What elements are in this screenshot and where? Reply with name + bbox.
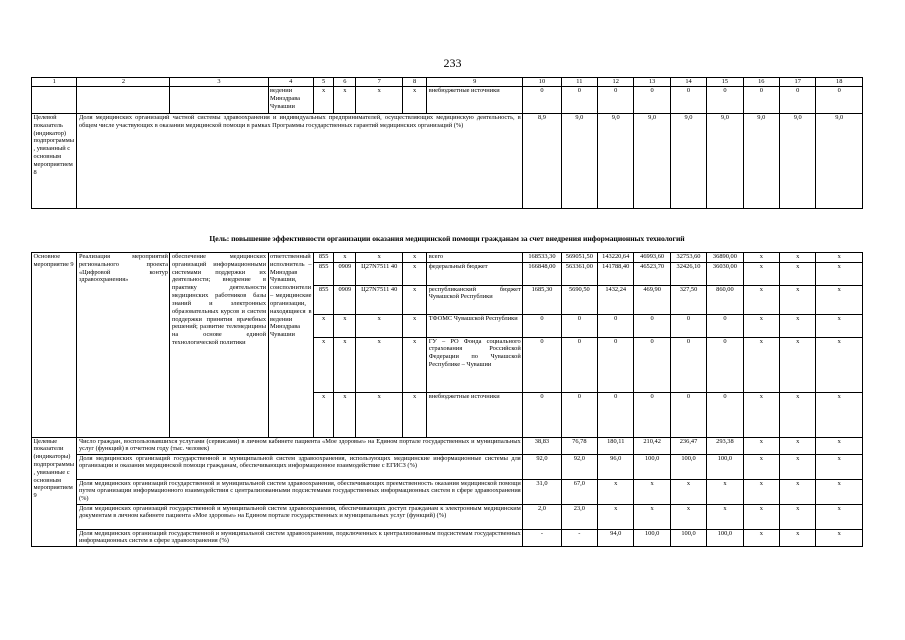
budget-code: 0909 <box>334 285 356 314</box>
budget-code: x <box>314 314 334 337</box>
value-cell: x <box>780 337 816 392</box>
budget-code: x <box>356 392 403 437</box>
value-cell: x <box>816 285 863 314</box>
indicator-text: Доля медицинских организаций государственной и муниципальной систем здравоохранения, обеспечивающих доступ гражданам к электронным медицинским документам в личном кабинете пациента «Мое здоровье» на Едином портале государственных и муниципальных услуг (функций) (%) <box>77 504 523 529</box>
indicator-row <box>32 504 863 529</box>
funding-source: ГУ – РО Фонда социального страхования Российской Федерации по Чувашской Республике – Чувашии <box>427 337 523 392</box>
column-number: 9 <box>427 78 523 87</box>
budget-code: x <box>334 337 356 392</box>
value-cell: 96,0 <box>598 454 634 479</box>
indicator-text: Доля медицинских организаций государственной и муниципальной систем здравоохранения, обеспечивающих преемственность оказания медицинской помощи путем организации информационного взаимодействия с централизованными подсистемами государственных информационных систем в сфере здравоохранения (%) <box>78 479 521 503</box>
column-number: 14 <box>670 78 706 87</box>
value-cell: x <box>670 479 706 504</box>
table-row: Целевой показатель (индикатор) подпрограммы, увязанный с основным мероприятием 8 Доля медицинских организаций частной системы здравоохранения и индивидуальных предпринимателей, осуществляющих медицинскую деятельность, в общем числе участвующих в оказании медицинской помощи в рамках Программы государственных гарантий медицинских организаций (%) 8,9 9,0 9,0 9,0 9,0 9,0 9,0 9,0 9,0 <box>32 114 863 209</box>
value-cell: x <box>816 262 863 285</box>
value-cell: x <box>743 337 779 392</box>
funding-row <box>32 253 863 263</box>
budget-code: x <box>334 253 356 263</box>
value-cell: x <box>743 392 779 437</box>
value-cell: 36030,00 <box>707 262 743 285</box>
value-cell: 67,0 <box>561 479 597 504</box>
value-cell: - <box>561 529 597 546</box>
indicator-label: Целевой показатель (индикатор) подпрограммы, увязанный с основным мероприятием 8 <box>32 114 77 209</box>
value-cell: x <box>816 437 863 454</box>
column-number: 11 <box>561 78 597 87</box>
value-cell: 100,0 <box>707 454 743 479</box>
value-cell: x <box>816 337 863 392</box>
value-cell: 0 <box>634 392 670 437</box>
value-cell: x <box>743 285 779 314</box>
value-cell: x <box>634 479 670 504</box>
value-cell: x <box>780 479 816 504</box>
budget-code: x <box>402 262 426 285</box>
value-cell: 76,78 <box>561 437 597 454</box>
executor-cell: ведении Минздрава Чувашии <box>268 87 313 114</box>
budget-code: x <box>314 392 334 437</box>
value-cell: x <box>780 437 816 454</box>
goal-heading: Цель: повышение эффективности организации оказания медицинской помощи гражданам за счет внедрения информационных технологий <box>209 234 685 243</box>
budget-code: x <box>334 314 356 337</box>
budget-code: x <box>356 337 403 392</box>
indicators-label: Целевые показатели (индикаторы) подпрограммы, увязанные с основным мероприятием 9 <box>32 437 77 546</box>
indicator-row <box>32 479 863 504</box>
indicator-row <box>32 437 863 454</box>
value-cell: 0 <box>634 337 670 392</box>
value-cell: x <box>780 285 816 314</box>
value-cell: x <box>743 437 779 454</box>
funding-source: внебюджетные источники <box>427 87 523 114</box>
value-cell: 293,38 <box>707 437 743 454</box>
funding-source: ТФОМС Чувашской Республики <box>427 314 523 337</box>
value-cell: x <box>780 314 816 337</box>
value-cell: x <box>780 504 816 529</box>
indicator-text: Доля медицинских организаций частной системы здравоохранения и индивидуальных предпринимателей, осуществляющих медицинскую деятельность, в общем числе участвующих в оказании медицинской помощи в рамках Программы государственных гарантий медицинских организаций (%) <box>77 114 523 209</box>
budget-code: 855 <box>314 253 334 263</box>
value-cell: 143220,64 <box>598 253 634 263</box>
value-cell: 0 <box>598 314 634 337</box>
value-cell: 100,0 <box>670 529 706 546</box>
value-cell: 210,42 <box>634 437 670 454</box>
value-cell: 469,90 <box>634 285 670 314</box>
budget-code: x <box>334 392 356 437</box>
value-cell: x <box>743 314 779 337</box>
indicator-row <box>32 454 863 479</box>
value-cell: 236,47 <box>670 437 706 454</box>
column-number-row <box>32 78 863 87</box>
value-cell: 0 <box>670 314 706 337</box>
value-cell: 5690,50 <box>561 285 597 314</box>
value-cell: 569051,50 <box>561 253 597 263</box>
indicator-text: Доля медицинских организаций государственной и муниципальной систем здравоохранения, подключенных к централизованным подсистемам государственных информационных систем в сфере здравоохранения (%) <box>78 529 521 545</box>
column-number: 6 <box>334 78 356 87</box>
value-cell: 0 <box>598 337 634 392</box>
value-cell: x <box>816 479 863 504</box>
value-cell: x <box>780 529 816 546</box>
value-cell: x <box>780 262 816 285</box>
value-cell: 31,0 <box>523 479 561 504</box>
column-number: 10 <box>523 78 561 87</box>
value-cell: 100,0 <box>670 454 706 479</box>
value-cell: 0 <box>561 337 597 392</box>
table-row: ведении Минздрава Чувашии x x x x внебюджетные источники 0 0 0 0 0 0 0 0 0 <box>32 87 863 114</box>
budget-code: 855 <box>314 285 334 314</box>
value-cell: 0 <box>561 392 597 437</box>
value-cell: x <box>816 392 863 437</box>
activity-executor: ответственный исполнитель – Минздрав Чувашии, соисполнители – медицинские организации, находящиеся в ведении Минздрава Чувашии <box>268 253 313 438</box>
column-number: 2 <box>77 78 170 87</box>
budget-code: x <box>402 285 426 314</box>
value-cell: 0 <box>670 337 706 392</box>
value-cell: 100,0 <box>634 454 670 479</box>
value-cell: - <box>523 529 561 546</box>
value-cell: 0 <box>707 314 743 337</box>
value-cell: 0 <box>598 392 634 437</box>
value-cell: 168533,30 <box>523 253 561 263</box>
value-cell: 0 <box>707 337 743 392</box>
value-cell: x <box>780 454 816 479</box>
value-cell: 36890,00 <box>707 253 743 263</box>
value-cell: x <box>598 479 634 504</box>
value-cell: 46993,60 <box>634 253 670 263</box>
value-cell: 32426,10 <box>670 262 706 285</box>
budget-code: x <box>356 314 403 337</box>
value-cell: x <box>598 504 634 529</box>
value-cell: 2,0 <box>523 504 561 529</box>
funding-source: всего <box>427 253 523 263</box>
column-number: 7 <box>356 78 403 87</box>
budget-code: x <box>402 392 426 437</box>
value-cell: x <box>707 504 743 529</box>
value-cell: 1432,24 <box>598 285 634 314</box>
funding-source: внебюджетные источники <box>427 392 523 437</box>
value-cell: 32753,60 <box>670 253 706 263</box>
budget-code: x <box>356 253 403 263</box>
funding-source: федеральный бюджет <box>427 262 523 285</box>
activity-goal: обеспечение медицинских организаций информационными системами поддержки их деятельности; внедрение в практику деятельности медицинских работников базы знаний и электронных образовательных курсов и систем поддержки принятия врачебных решений; развитие телемедицины на основе единой технологической политики <box>170 253 268 438</box>
value-cell: 23,0 <box>561 504 597 529</box>
value-cell: x <box>743 529 779 546</box>
budget-code: x <box>402 314 426 337</box>
indicator-text: Число граждан, воспользовавшихся услугами (сервисами) в личном кабинете пациента «Мое здоровье» на Едином портале государственных и муниципальных услуг (функций) в отчетном году (тыс. человек) <box>78 437 521 453</box>
value-cell: x <box>780 253 816 263</box>
value-cell: x <box>743 479 779 504</box>
column-number: 18 <box>816 78 863 87</box>
budget-code: x <box>314 337 334 392</box>
budget-code: Ц27N7511 40 <box>356 262 403 285</box>
value-cell: 100,0 <box>707 529 743 546</box>
value-cell: 563361,00 <box>561 262 597 285</box>
column-number: 8 <box>402 78 426 87</box>
budget-code: x <box>402 253 426 263</box>
value-cell: x <box>816 454 863 479</box>
value-cell: 860,00 <box>707 285 743 314</box>
value-cell: 327,50 <box>670 285 706 314</box>
indicator-row <box>32 529 863 546</box>
value-cell: 0 <box>523 337 561 392</box>
activity-name: Реализация мероприятий регионального проекта «Цифровой контур здравоохранения» <box>77 253 170 438</box>
value-cell: x <box>816 253 863 263</box>
value-cell: x <box>816 314 863 337</box>
column-number: 12 <box>598 78 634 87</box>
budget-code: 855 <box>314 262 334 285</box>
value-cell: x <box>816 504 863 529</box>
budget-code: Ц27N7511 40 <box>356 285 403 314</box>
column-number: 3 <box>170 78 268 87</box>
value-cell: 166848,00 <box>523 262 561 285</box>
column-number: 5 <box>314 78 334 87</box>
value-cell: 141788,40 <box>598 262 634 285</box>
column-number: 16 <box>743 78 779 87</box>
value-cell: 0 <box>707 392 743 437</box>
value-cell: 0 <box>561 314 597 337</box>
top-table <box>31 77 863 209</box>
value-cell: 38,83 <box>523 437 561 454</box>
column-number: 4 <box>268 78 313 87</box>
column-number: 1 <box>32 78 77 87</box>
column-number: 15 <box>707 78 743 87</box>
value-cell: 180,11 <box>598 437 634 454</box>
budget-code: 0909 <box>334 262 356 285</box>
value-cell: x <box>780 392 816 437</box>
value-cell: 0 <box>523 392 561 437</box>
value-cell: 0 <box>670 392 706 437</box>
value-cell: x <box>634 504 670 529</box>
value-cell: x <box>743 253 779 263</box>
value-cell: x <box>670 504 706 529</box>
main-table <box>31 252 863 547</box>
activity-label: Основное мероприятие 9 <box>32 253 77 438</box>
funding-source: республиканский бюджет Чувашской Республики <box>427 285 523 314</box>
column-number: 17 <box>780 78 816 87</box>
value-cell: 0 <box>634 314 670 337</box>
value-cell: x <box>743 504 779 529</box>
budget-code: x <box>402 337 426 392</box>
value-cell: 92,0 <box>523 454 561 479</box>
indicator-text: Доля медицинских организаций государственной и муниципальной систем здравоохранения, использующих медицинские информационные системы для организации и оказания медицинской помощи гражданам, обеспечивающих информационное взаимодействие с ЕГИСЗ (%) <box>77 454 523 479</box>
value-cell: 92,0 <box>561 454 597 479</box>
value-cell: x <box>743 262 779 285</box>
value-cell: x <box>816 529 863 546</box>
column-number: 13 <box>634 78 670 87</box>
value-cell: 0 <box>523 314 561 337</box>
value-cell: 1685,30 <box>523 285 561 314</box>
value-cell: 46523,70 <box>634 262 670 285</box>
value-cell: 100,0 <box>634 529 670 546</box>
value-cell: 94,0 <box>598 529 634 546</box>
value-cell: x <box>743 454 779 479</box>
value-cell: x <box>707 479 743 504</box>
page-number: 233 <box>443 56 462 70</box>
